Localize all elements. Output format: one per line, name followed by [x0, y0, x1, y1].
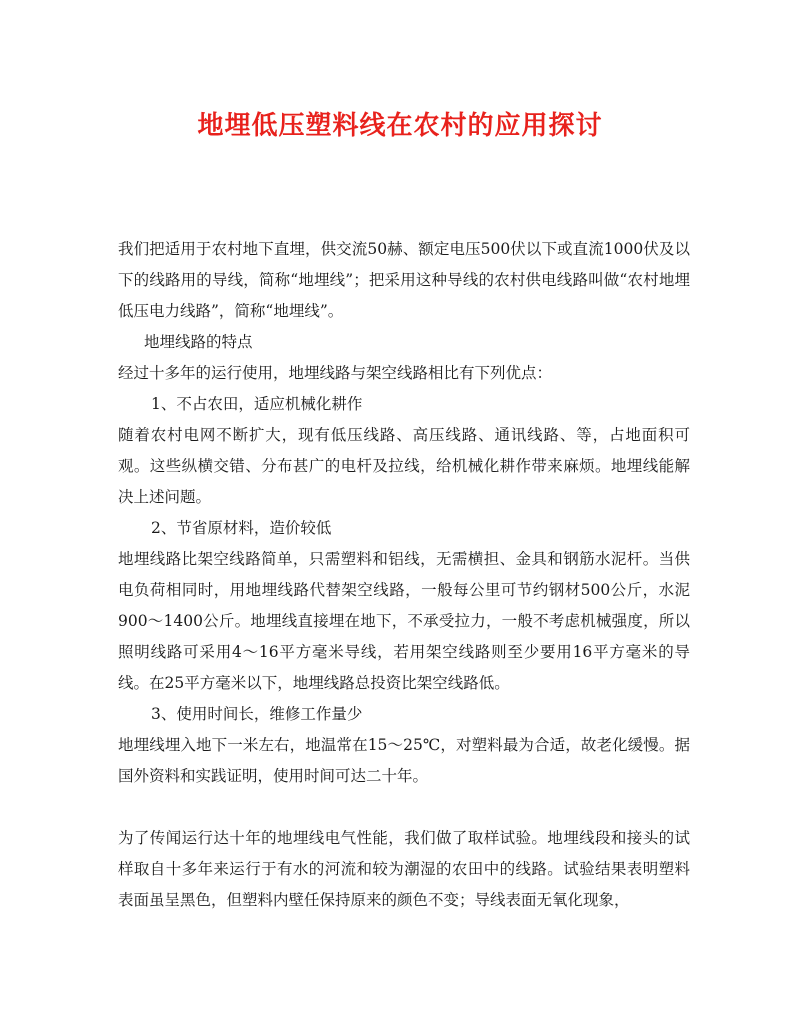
intro-paragraph: 我们把适用于农村地下直埋，供交流50赫、额定电压500伏以下或直流1000伏及以下的线路用的导线，简称“地埋线”；把采用这种导线的农村供电线路叫做“农村地埋低压电力线路”，简称“地埋线”。 [118, 240, 690, 320]
document-body [118, 234, 690, 916]
section-heading: 地埋线路的特点 [144, 333, 253, 351]
document-title: 地埋低压塑料线在农村的应用探讨 [197, 111, 603, 141]
test-paragraph: 为了传闻运行达十年的地埋线电气性能，我们做了取样试验。地埋线段和接头的试样取自十多年来运行于有水的河流和较为潮湿的农田中的线路。试验结果表明塑料表面虽呈黑色，但塑料内壁任保持原来的颜色不变；导线表面无氧化现象， [118, 829, 690, 909]
point-3-title: 3、使用时间长，维修工作量少 [151, 705, 363, 723]
section-intro: 经过十多年的运行使用，地埋线路与架空线路相比有下列优点： [118, 364, 553, 382]
point-2-body: 地埋线路比架空线路简单，只需塑料和铝线，无需横担、金具和钢筋水泥杆。当供电负荷相同时，用地埋线路代替架空线路，一般每公里可节约钢材500公斤，水泥900～1400公斤。地埋线直接埋在地下，不承受拉力，一般不考虑机械强度，所以照明线路可采用4～16平方毫米导线，若用架空线路则至少要用16平方毫米的导线。在25平方毫米以下，地埋线路总投资比架空线路低。 [118, 550, 690, 692]
point-1-body: 随着农村电网不断扩大，现有低压线路、高压线路、通讯线路、等，占地面积可观。这些纵横交错、分布甚广的电杆及拉线，给机械化耕作带来麻烦。地埋线能解决上述问题。 [118, 426, 690, 506]
point-2-title: 2、节省原材料，造价较低 [151, 519, 332, 537]
point-1-title: 1、不占农田，适应机械化耕作 [151, 395, 363, 413]
point-3-body: 地埋线埋入地下一米左右，地温常在15～25℃，对塑料最为合适，故老化缓慢。据国外资料和实践证明，使用时间可达二十年。 [118, 736, 690, 785]
paragraph-spacer [118, 792, 690, 823]
